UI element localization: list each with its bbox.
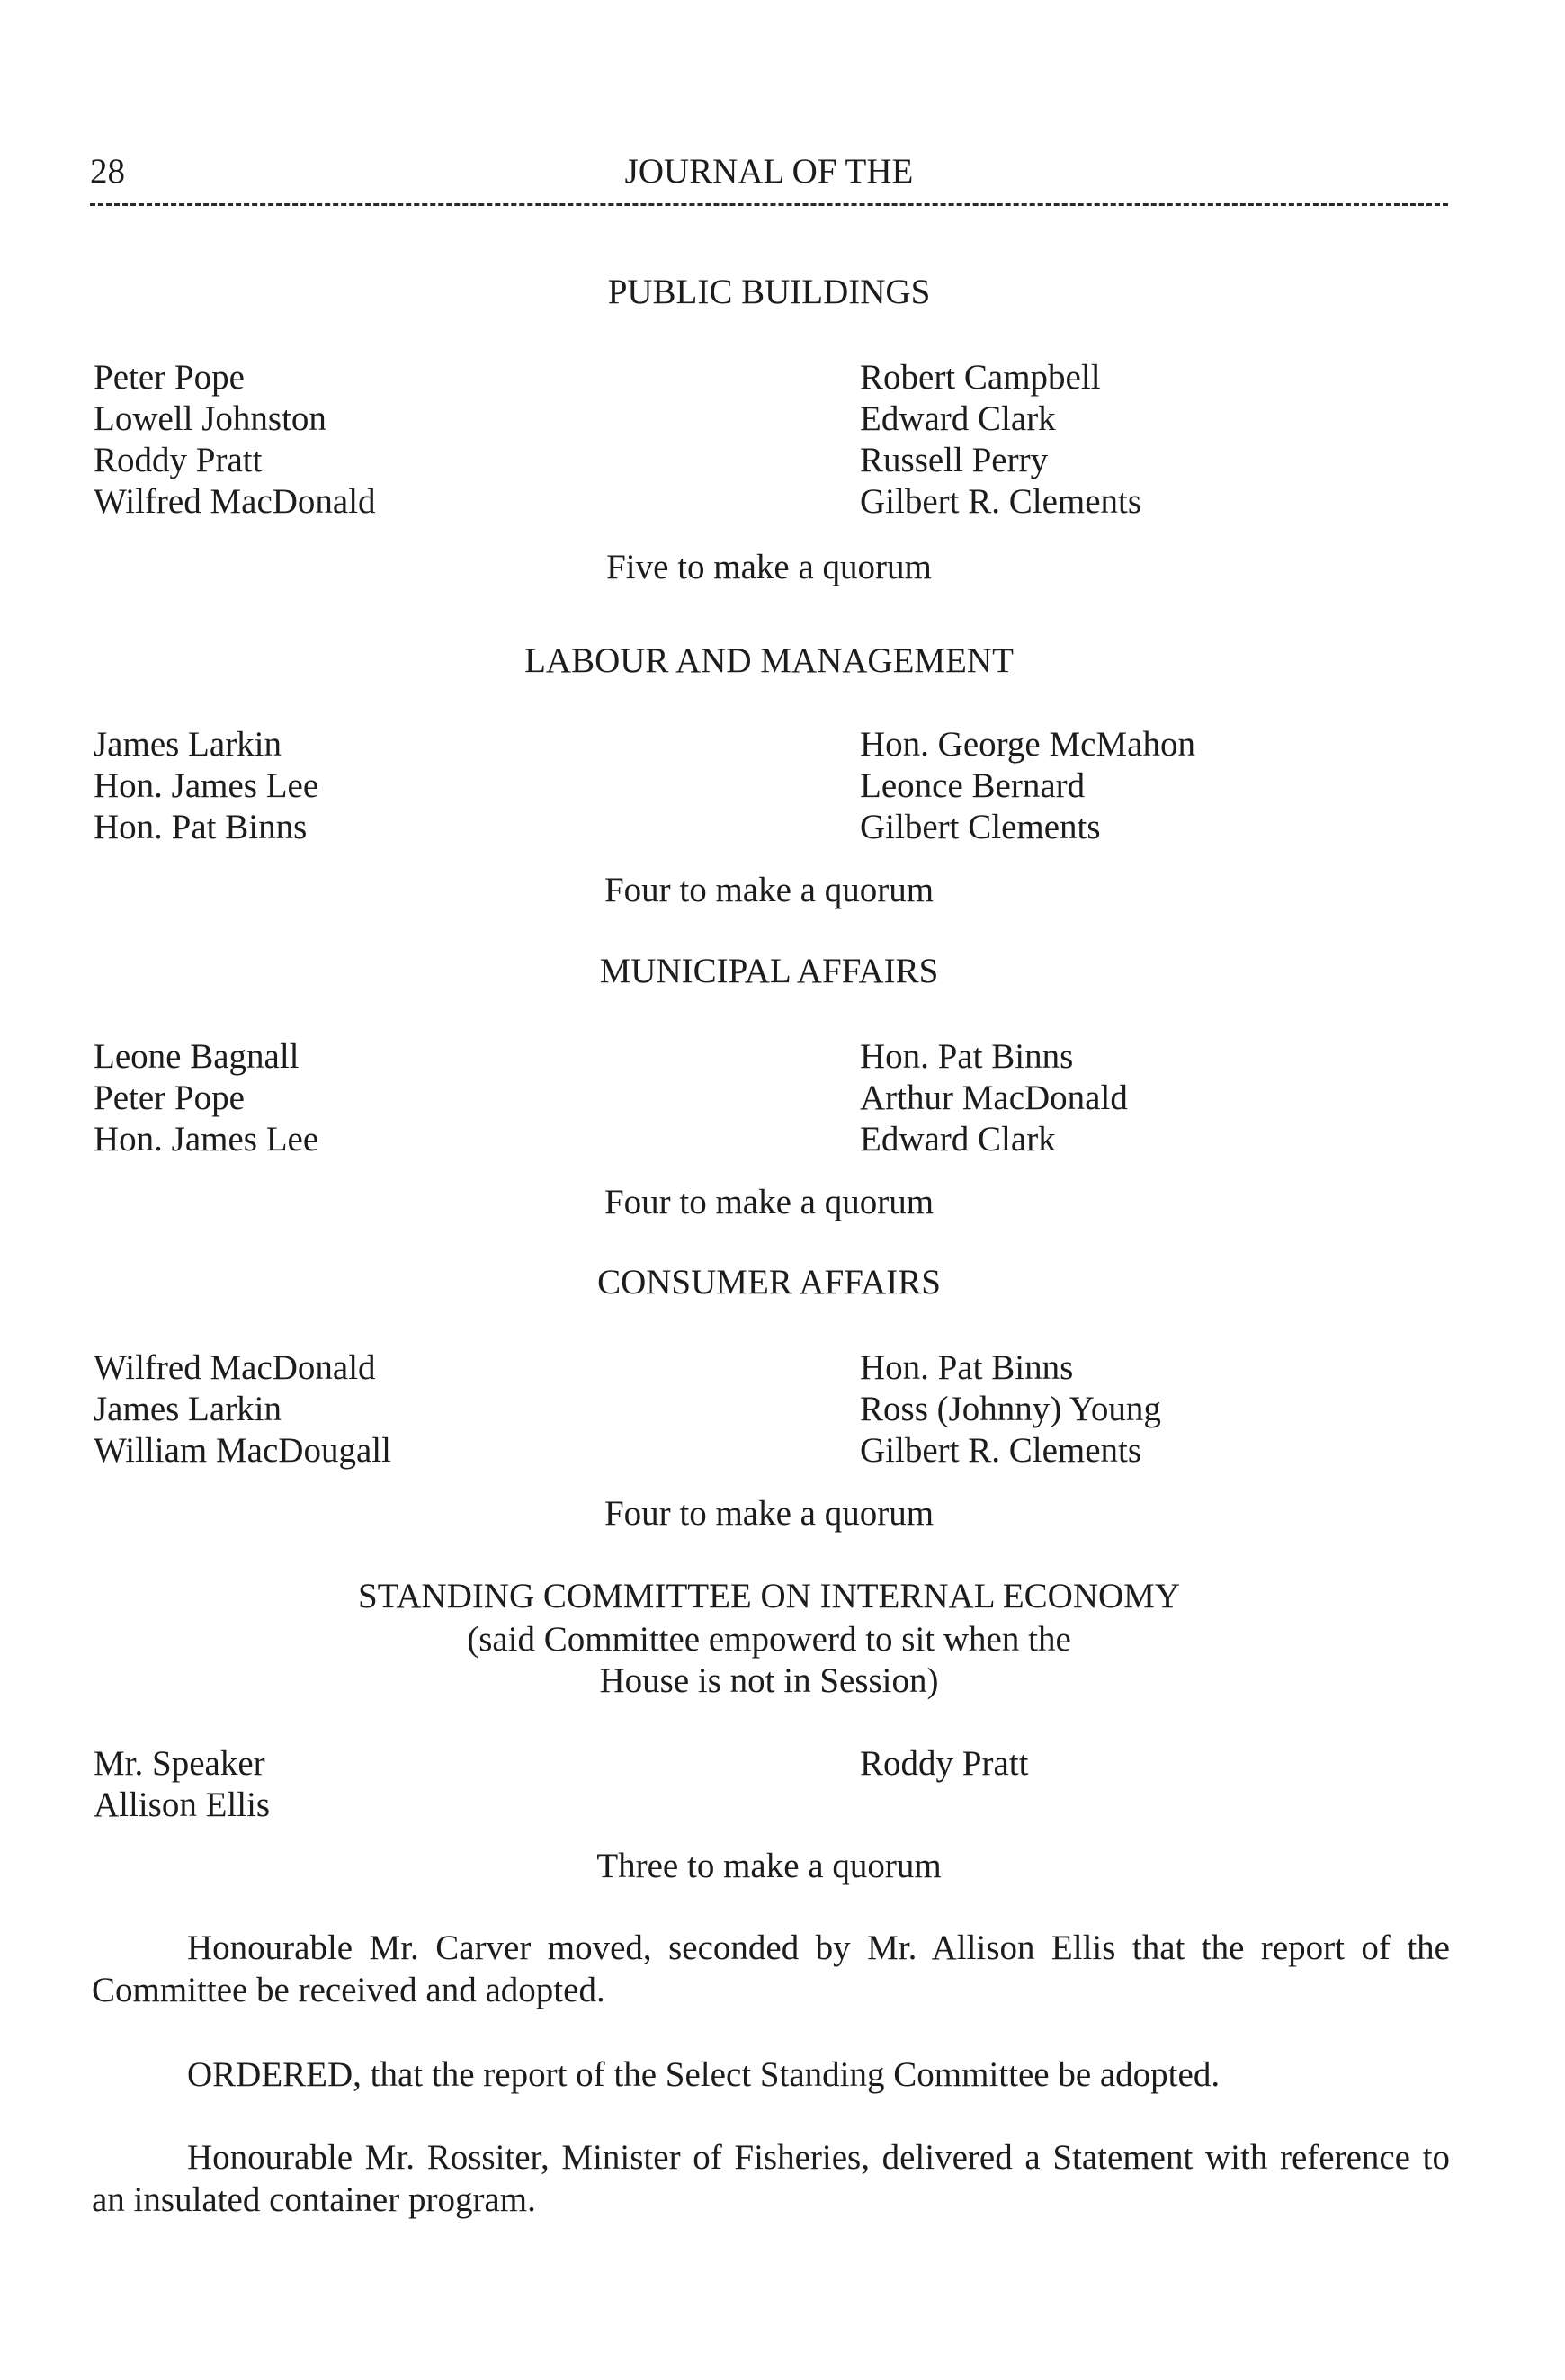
committee-title: STANDING COMMITTEE ON INTERNAL ECONOMY (357, 1577, 1181, 1615)
quorum-note: Four to make a quorum (604, 1183, 935, 1221)
member-name: Leone Bagnall (94, 1037, 300, 1076)
member-name: William MacDougall (94, 1431, 391, 1470)
member-name: Mr. Speaker (94, 1744, 265, 1783)
member-name: Robert Campbell (860, 358, 1101, 397)
committee-title: LABOUR AND MANAGEMENT (524, 641, 1014, 680)
member-name: James Larkin (94, 725, 282, 764)
quorum-note: Five to make a quorum (606, 548, 932, 586)
committee-title: MUNICIPAL AFFAIRS (599, 952, 939, 990)
committee-members-right (860, 1347, 1161, 1472)
member-name: Edward Clark (860, 1120, 1056, 1159)
member-name: Hon. Pat Binns (860, 1037, 1074, 1076)
statement-paragraph (92, 2136, 1450, 2221)
ordered-paragraph (92, 2053, 1450, 2096)
member-name: Edward Clark (860, 399, 1056, 438)
member-name: Arthur MacDonald (860, 1078, 1128, 1117)
committee-members-right (860, 1743, 1028, 1785)
committee-members-left (94, 357, 376, 523)
committee-title: PUBLIC BUILDINGS (607, 273, 931, 311)
member-name: Gilbert R. Clements (860, 1431, 1142, 1470)
quorum-note: Four to make a quorum (604, 1494, 935, 1533)
member-name: Peter Pope (94, 358, 245, 397)
committee-members-right (860, 1036, 1128, 1160)
header-rule (90, 203, 1448, 206)
member-name: Leonce Bernard (860, 766, 1086, 805)
committee-members-left (94, 1347, 391, 1472)
committee-members-left (94, 724, 318, 848)
member-name: Hon. George McMahon (860, 725, 1195, 764)
member-name: Hon. James Lee (94, 1120, 319, 1159)
committee-members-right (860, 724, 1195, 848)
committee-members-right (860, 357, 1141, 523)
member-name: Wilfred MacDonald (94, 1348, 376, 1387)
committee-members-left (94, 1743, 270, 1826)
member-name: Roddy Pratt (94, 441, 263, 479)
committee-title: CONSUMER AFFAIRS (597, 1263, 941, 1302)
member-name: Gilbert R. Clements (860, 482, 1142, 521)
member-name: Roddy Pratt (860, 1744, 1029, 1783)
member-name: Allison Ellis (94, 1785, 271, 1824)
member-name: Hon. Pat Binns (860, 1348, 1074, 1387)
member-name: Peter Pope (94, 1078, 245, 1117)
paragraph-text: Honourable Mr. Rossiter, Minister of Fisheries, delivered a Statement with reference to an insulated container program. (92, 2138, 1450, 2219)
quorum-note: Three to make a quorum (596, 1847, 942, 1885)
committee-members-left (94, 1036, 318, 1160)
paragraph-text: ORDERED, that the report of the Select Standing Committee be adopted. (187, 2055, 1221, 2094)
member-name: Wilfred MacDonald (94, 482, 376, 521)
motion-paragraph (92, 1927, 1450, 2011)
member-name: Russell Perry (860, 441, 1049, 479)
committee-subtitle: (said Committee empowerd to sit when the (467, 1620, 1071, 1659)
member-name: James Larkin (94, 1390, 282, 1428)
member-name: Hon. James Lee (94, 766, 319, 805)
paragraph-text: Honourable Mr. Carver moved, seconded by Mr. Allison Ellis that the report of the Committee be received and adopted. (92, 1928, 1450, 2009)
quorum-note: Four to make a quorum (604, 871, 935, 909)
member-name: Gilbert Clements (860, 808, 1101, 846)
running-title: JOURNAL OF THE (624, 152, 914, 191)
page-number: 28 (90, 152, 125, 191)
member-name: Ross (Johnny) Young (860, 1390, 1161, 1428)
member-name: Hon. Pat Binns (94, 808, 308, 846)
member-name: Lowell Johnston (94, 399, 326, 438)
committee-subtitle: House is not in Session) (599, 1661, 939, 1700)
